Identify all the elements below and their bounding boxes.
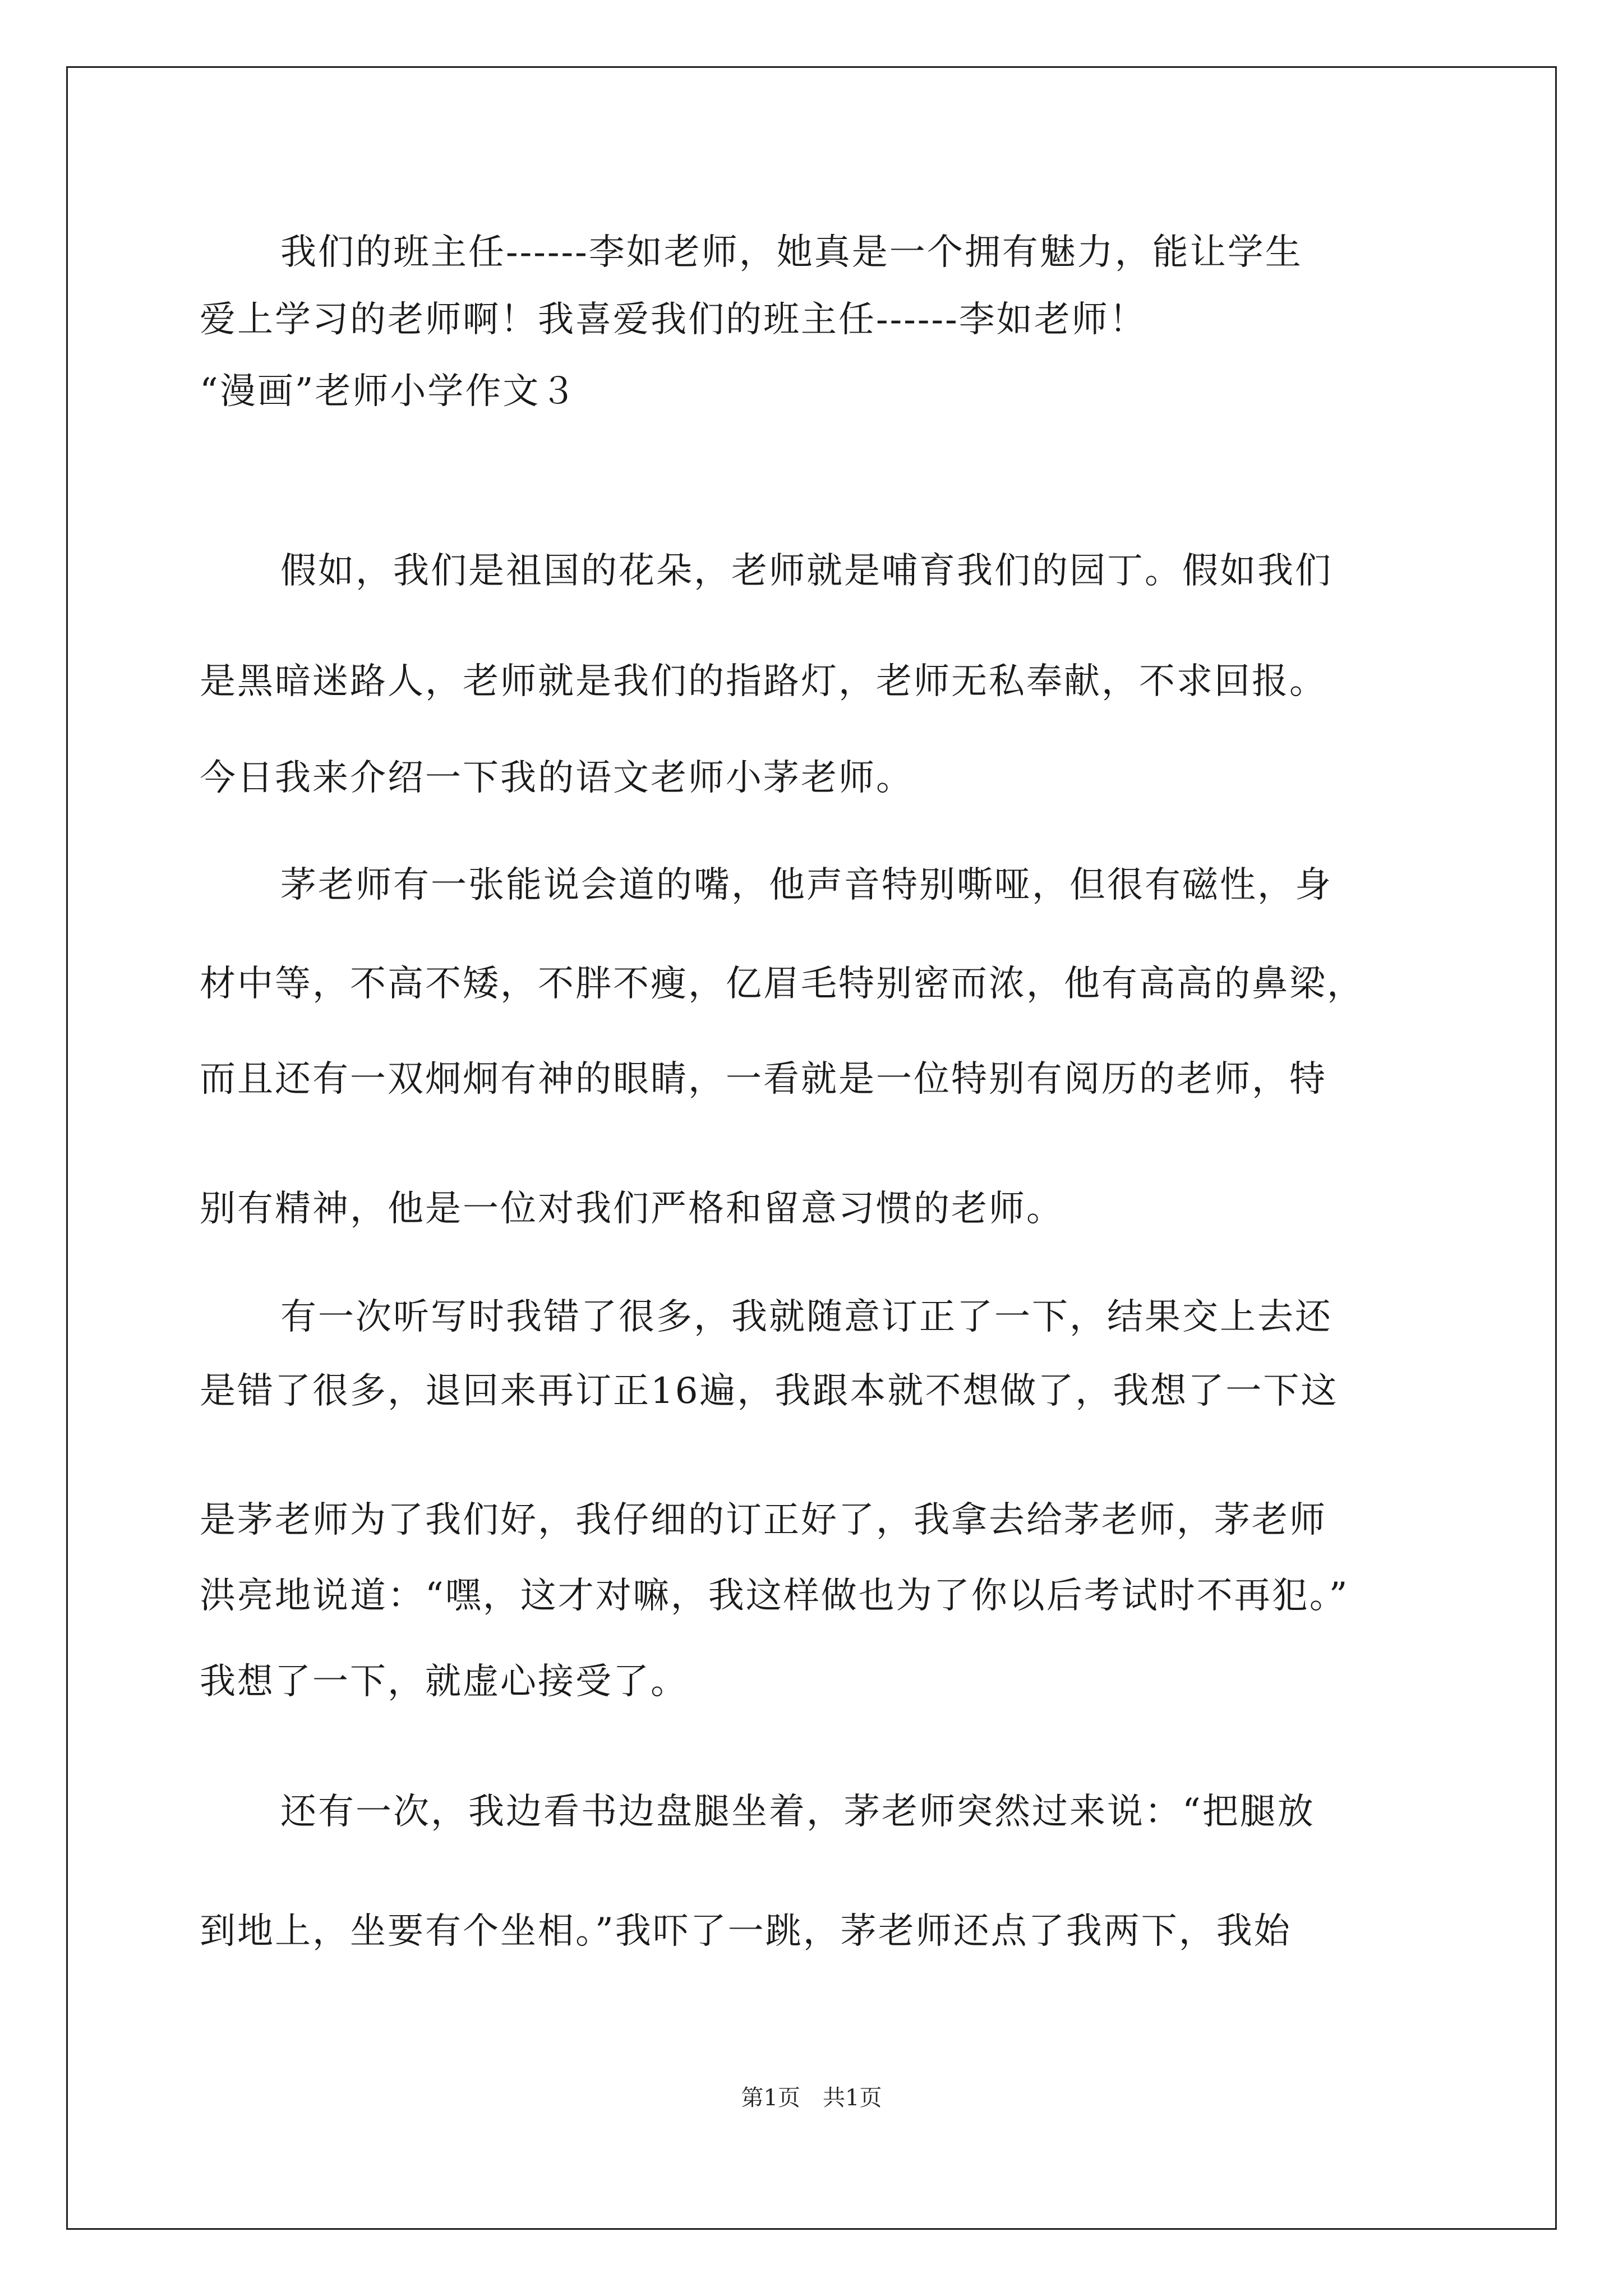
text-line: 是错了很多，退回来再订正16遍，我跟本就不想做了，我想了一下这 (200, 1370, 1339, 1412)
text-line: 茅老师有一张能说会道的嘴，他声音特别嘶哑，但很有磁性，身 (280, 864, 1332, 906)
text-line: 材中等，不高不矮，不胖不瘦，亿眉毛特别密而浓，他有高高的鼻梁， (200, 963, 1364, 1005)
section-heading: “漫画”老师小学作文３ (200, 371, 578, 412)
text-line: 洪亮地说道：“嘿，这才对嘛，我这样做也为了你以后考试时不再犯。” (200, 1575, 1349, 1617)
text-line: 还有一次，我边看书边盘腿坐着，茅老师突然过来说：“把腿放 (280, 1791, 1315, 1833)
text-line: 而且还有一双炯炯有神的眼睛，一看就是一位特别有阅历的老师，特 (200, 1059, 1327, 1100)
text-line: 爱上学习的老师啊！我喜爱我们的班主任------李如老师！ (200, 299, 1147, 341)
text-line: 是茅老师为了我们好，我仔细的订正好了，我拿去给茅老师，茅老师 (200, 1499, 1327, 1541)
text-line: 到地上，坐要有个坐相。”我吓了一跳，茅老师还点了我两下，我始 (200, 1911, 1292, 1952)
text-line: 是黑暗迷路人，老师就是我们的指路灯，老师无私奉献，不求回报。 (200, 661, 1327, 702)
text-line: 有一次听写时我错了很多，我就随意订正了一下，结果交上去还 (280, 1296, 1332, 1338)
text-line: 假如，我们是祖国的花朵，老师就是哺育我们的园丁。假如我们 (280, 550, 1332, 592)
text-line: 我们的班主任------李如老师，她真是一个拥有魅力，能让学生 (280, 232, 1303, 273)
text-line: 别有精神，他是一位对我们严格和留意习惯的老师。 (200, 1188, 1064, 1230)
page-number-footer: 第1页 共1页 (741, 2085, 882, 2111)
text-line: 今日我来介绍一下我的语文老师小茅老师。 (200, 757, 914, 799)
text-line: 我想了一下，就虚心接受了。 (200, 1661, 688, 1703)
